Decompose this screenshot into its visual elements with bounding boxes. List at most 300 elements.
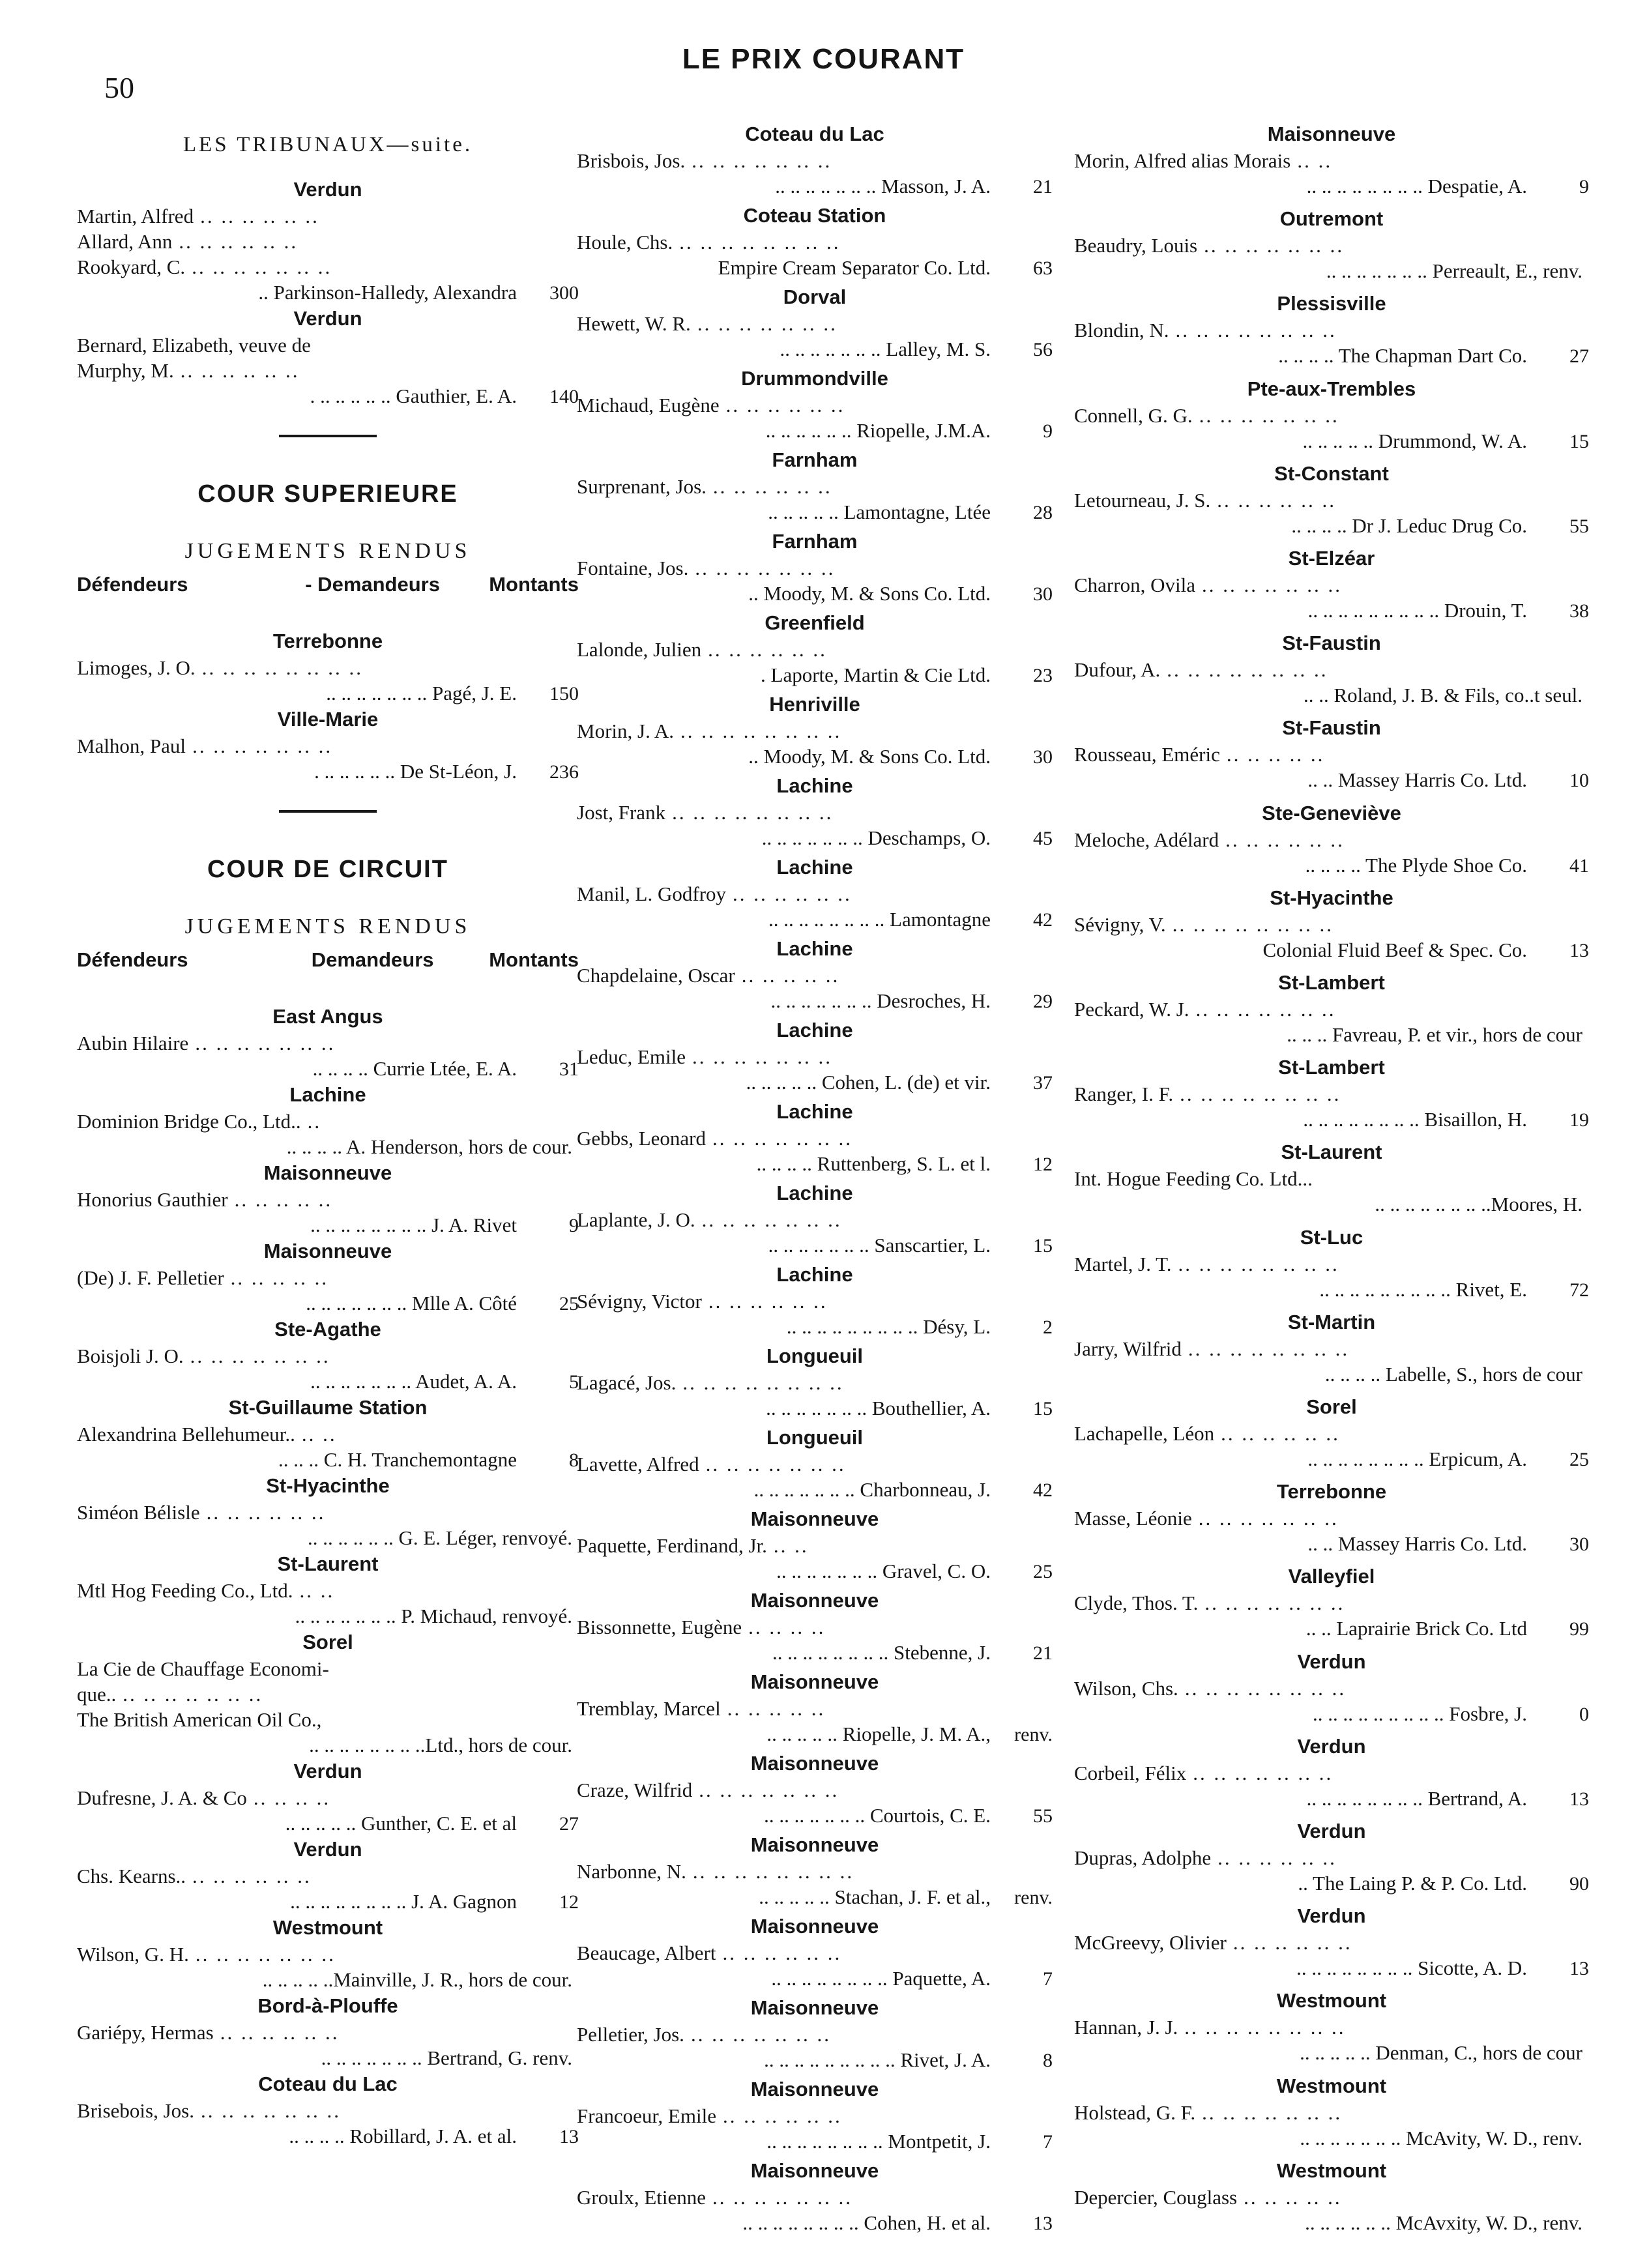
leader-dots: .. .. .. .. .. ..	[192, 1865, 312, 1887]
plaintiff-name: .. .. .. .. .. Cohen, L. (de) et vir.	[746, 1071, 991, 1094]
plaintiff-line	[77, 759, 579, 784]
plaintiff-line	[77, 1889, 579, 1914]
plaintiff-name: Colonial Fluid Beef & Spec. Co.	[1262, 938, 1527, 961]
defendant-line	[577, 1370, 1053, 1395]
defendant-name: Honorius Gauthier	[77, 1188, 228, 1211]
leader-dots: .. ..	[1297, 149, 1333, 172]
plaintiff-line	[577, 1966, 1053, 1991]
judgment-entry	[77, 1758, 579, 1836]
defendant-line	[77, 1109, 579, 1134]
location-heading: Pte-aux-Trembles	[1247, 377, 1416, 400]
leader-dots: .. .. .. .. .. .. .. ..	[1188, 1337, 1350, 1360]
leader-dots: .. .. .. .. ..	[234, 1188, 333, 1211]
plaintiff-name: .. .. .. .. .. .. .. .. .. Rivet, E.	[1319, 1277, 1527, 1301]
defendant-name: Brisbois, Jos.	[577, 149, 686, 172]
amount: 55	[1033, 1805, 1053, 1827]
defendant-line	[577, 1777, 1053, 1803]
location-heading: St-Hyacinthe	[1270, 886, 1393, 909]
defendant-line	[577, 2103, 1053, 2129]
defendant-name: Bernard, Elizabeth, veuve de	[77, 334, 311, 356]
divider-rule	[279, 435, 377, 437]
plaintiff-line	[577, 744, 1053, 769]
leader-dots: .. .. .. .. .. ..	[708, 638, 827, 661]
column-header-row	[77, 572, 579, 626]
leader-dots: .. .. .. .. .. .. ..	[699, 1779, 839, 1801]
leader-dots: .. .. .. .. .. ..	[1225, 828, 1345, 851]
leader-dots: .. .. .. .. .. ..	[220, 2021, 340, 2044]
defendant-name: La Cie de Chauffage Economi-	[77, 1657, 329, 1680]
plaintiff-name: .. .. .. Favreau, P. et vir., hors de cour	[1287, 1023, 1582, 1047]
defendant-line	[577, 148, 1053, 173]
plaintiff-line	[577, 1884, 1053, 1910]
defendant-name: Manil, L. Godfroy	[577, 882, 727, 905]
plaintiff-line	[77, 1603, 579, 1629]
location-heading: St-Faustin	[1282, 632, 1381, 655]
plaintiff-name: .. .. .. .. .. .. .. .. Montpetit, J.	[766, 2130, 991, 2153]
plaintiff-name: .. .. .. .. .. .. .. .. Bisaillon, H.	[1303, 1108, 1527, 1131]
judgment-entry	[577, 2076, 1053, 2154]
subtitle-jugements-rendus: JUGEMENTS RENDUS	[184, 539, 471, 563]
plaintiff-name: .. .. .. .. .. .. .. Audet, A. A.	[310, 1370, 517, 1393]
defendant-name: Limoges, J. O.	[77, 656, 196, 679]
plaintiff-line	[577, 1232, 1053, 1258]
plaintiff-line	[77, 1369, 579, 1394]
judgment-entry	[577, 935, 1053, 1013]
plaintiff-line	[577, 1721, 1053, 1747]
defendant-line	[1074, 827, 1589, 852]
plaintiff-name: .. .. .. .. .. .. Riopelle, J.M.A.	[765, 419, 991, 442]
plaintiff-name: .. .. .. .. .. .. .. Mlle A. Côté	[306, 1292, 517, 1315]
judgment-entry	[1074, 2072, 1589, 2151]
leader-dots: .. .. .. .. .. ..	[725, 394, 845, 416]
leader-dots: .. .. .. .. .. .. ..	[701, 1208, 842, 1231]
amount: 30	[1569, 1534, 1589, 1556]
plaintiff-line	[577, 1151, 1053, 1176]
location-heading: St-Elzéar	[1288, 547, 1375, 570]
location-heading: Maisonneuve	[263, 1240, 392, 1262]
amount: 42	[1033, 909, 1053, 931]
defendant-name: Peckard, W. J.	[1074, 998, 1189, 1021]
header-defendeurs: Défendeurs	[77, 573, 188, 596]
plaintiff-line	[77, 2123, 579, 2149]
cour-superieure-list	[77, 628, 579, 784]
location-heading: Sorel	[1306, 1395, 1357, 1419]
leader-dots: .. .. .. .. .. .. ..	[705, 1453, 846, 1476]
amount: renv.	[1014, 1887, 1053, 1908]
plaintiff-line	[577, 1477, 1053, 1502]
amount: 5	[569, 1371, 579, 1393]
header-defendeurs: Défendeurs	[77, 948, 188, 971]
defendant-line	[77, 358, 579, 383]
plaintiff-name: .. .. .. .. .. .. .. .. J. A. Rivet	[310, 1214, 517, 1236]
plaintiff-line	[577, 1558, 1053, 1584]
plaintiff-name: .. .. Laprairie Brick Co. Ltd	[1305, 1617, 1527, 1640]
defendant-name: Laplante, J. O.	[577, 1208, 695, 1231]
defendant-line	[577, 1859, 1053, 1884]
leader-dots: .. .. .. .. ..	[1244, 2185, 1342, 2209]
defendant-name: Connell, G. G.	[1074, 403, 1193, 427]
defendant-line	[1074, 742, 1589, 767]
defendant-name: Leduc, Emile	[577, 1045, 686, 1068]
defendant-name: Chs. Kearns..	[77, 1865, 186, 1887]
plaintiff-name: .. .. .. .. .. .. .. .. .. Désy, L.	[786, 1315, 991, 1338]
defendant-line	[577, 1940, 1053, 1966]
defendant-name: Allard, Ann	[77, 230, 173, 253]
divider-rule	[279, 810, 377, 813]
location-heading: Ville-Marie	[277, 708, 379, 731]
location-heading: Maisonneuve	[750, 1752, 879, 1775]
leader-dots: .. .. .. ..	[253, 1786, 331, 1809]
location-heading: Greenfield	[765, 611, 865, 634]
judgment-entry	[577, 1913, 1053, 1991]
leader-dots: .. .. .. .. .. .. .. ..	[682, 1371, 844, 1394]
judgment-entry	[1074, 545, 1589, 623]
defendant-line	[77, 1265, 579, 1290]
defendant-line	[577, 229, 1053, 255]
defendant-name: Narbonne, N.	[577, 1860, 686, 1883]
location-heading: Lachine	[776, 856, 853, 879]
plaintiff-line	[577, 988, 1053, 1013]
location-heading: Maisonneuve	[750, 1996, 879, 2019]
subtitle-jugements-rendus: JUGEMENTS RENDUS	[184, 914, 471, 938]
defendant-name: Gebbs, Leonard	[577, 1127, 706, 1150]
defendant-line	[577, 474, 1053, 499]
amount: 13	[1033, 2213, 1053, 2234]
plaintiff-name: .. .. .. .. .. .. .. .. Bertrand, A.	[1306, 1786, 1527, 1810]
defendant-name: Malhon, Paul	[77, 734, 186, 757]
header-demandeurs: Demandeurs	[311, 948, 434, 971]
plaintiff-name: .. .. .. .. .. .. .. .. J. A. Gagnon	[290, 1890, 517, 1913]
plaintiff-name: .. .. .. .. .. .. .. Perreault, E., renv.	[1326, 259, 1582, 283]
plaintiff-name: .. .. .. .. .. .. .. .. Erpicum, A.	[1307, 1447, 1527, 1471]
defendant-line	[1074, 572, 1589, 598]
defendant-name: Lavette, Alfred	[577, 1453, 699, 1476]
location-heading: Coteau Station	[743, 204, 886, 227]
plaintiff-name: .. .. .. .. .. .. .. Masson, J. A.	[775, 175, 991, 197]
plaintiff-name: .. .. .. .. .. Lamontagne, Ltée	[768, 501, 991, 523]
header-demandeurs: - Demandeurs	[305, 573, 440, 596]
defendant-line	[1074, 1081, 1589, 1107]
judgment-entry	[77, 1081, 579, 1159]
defendant-name: Martin, Alfred	[77, 205, 194, 227]
location-heading: Farnham	[772, 530, 858, 553]
plaintiff-name: .. .. .. .. Dr J. Leduc Drug Co.	[1291, 514, 1527, 537]
plaintiff-line	[77, 1290, 579, 1316]
leader-dots: .. .. .. .. ..	[1226, 743, 1325, 766]
judgment-entry	[77, 1992, 579, 2071]
defendant-name: Holstead, G. F.	[1074, 2101, 1196, 2124]
defendant-name: Murphy, M.	[77, 359, 174, 382]
plaintiff-line	[1074, 1870, 1589, 1896]
judgment-entry	[577, 528, 1053, 606]
location-heading: East Angus	[272, 1005, 383, 1028]
leader-dots: .. .. .. .. .. .. ..	[1199, 403, 1339, 427]
plaintiff-line	[1074, 513, 1589, 538]
leader-dots: .. .. .. .. .. ..	[1217, 1846, 1337, 1870]
amount: 56	[1033, 339, 1053, 360]
location-heading: Maisonneuve	[1267, 123, 1396, 145]
plaintiff-line	[1074, 598, 1589, 623]
leader-dots: .. .. .. .. .. .. .. ..	[1175, 319, 1337, 342]
plaintiff-line	[577, 907, 1053, 932]
leader-dots: .. .. .. .. ..	[741, 964, 840, 987]
cour-de-circuit-list	[77, 1003, 579, 2149]
defendant-name: Charron, Ovila	[1074, 574, 1195, 597]
location-heading: St-Lambert	[1278, 1056, 1385, 1079]
defendant-line	[77, 733, 579, 759]
judgment-entry	[577, 1668, 1053, 1747]
plaintiff-name: .. .. .. .. .. .. .. Gravel, C. O.	[776, 1560, 991, 1582]
location-heading: Verdun	[293, 178, 362, 201]
location-heading: Longueuil	[766, 1426, 864, 1449]
plaintiff-name: .. .. .. .. A. Henderson, hors de cour.	[286, 1135, 572, 1158]
amount: 15	[1569, 430, 1589, 452]
location-heading: Verdun	[1297, 1904, 1366, 1928]
plaintiff-name: . .. .. .. .. .. Gauthier, E. A.	[310, 385, 517, 407]
plaintiff-name: .. .. .. .. .. .. .. .. Stebenne, J.	[772, 1641, 991, 1664]
leader-dots: .. .. .. .. .. .. ..	[190, 1345, 330, 1367]
plaintiff-name: .. Moody, M. & Sons Co. Ltd.	[748, 582, 991, 605]
amount: 28	[1033, 502, 1053, 523]
defendant-name: Groulx, Etienne	[577, 2186, 707, 2209]
plaintiff-name: .. .. .. .. .. .. McAvxity, W. D., renv.	[1305, 2211, 1582, 2234]
location-heading: St-Hyacinthe	[266, 1474, 390, 1497]
section-title-cour-superieure: COUR SUPERIEURE	[197, 480, 458, 508]
column-right	[1074, 121, 1589, 2235]
defendant-line	[577, 555, 1053, 581]
amount: 25	[1569, 1449, 1589, 1471]
plaintiff-line	[577, 1314, 1053, 1339]
defendant-line	[1074, 996, 1589, 1022]
leader-dots: .. .. .. .. .. .. .. ..	[1184, 1676, 1347, 1700]
plaintiff-line	[1074, 2210, 1589, 2235]
leader-dots: .. .. .. .. .. ..	[712, 475, 832, 498]
plaintiff-name: .. .. .. .. .. .. .. McAvity, W. D., renv.	[1300, 2126, 1582, 2149]
plaintiff-name: .. Parkinson-Halledy, Alexandra	[258, 281, 517, 304]
location-heading: Terrebonne	[272, 630, 383, 652]
defendant-line	[77, 1343, 579, 1369]
location-heading: Bord-à-Plouffe	[257, 1994, 398, 2017]
judgment-entry	[577, 1180, 1053, 1258]
amount: 25	[1033, 1561, 1053, 1582]
plaintiff-line	[577, 2210, 1053, 2235]
defendant-line	[77, 229, 579, 254]
defendant-line	[577, 2185, 1053, 2210]
judgment-entry	[1074, 1987, 1589, 2065]
defendant-name: Rousseau, Eméric	[1074, 743, 1220, 766]
amount: 90	[1569, 1873, 1589, 1895]
judgment-entry	[577, 1505, 1053, 1584]
tribunaux-list	[77, 176, 579, 409]
defendant-line	[577, 1044, 1053, 1069]
location-heading: Westmount	[272, 1916, 383, 1939]
leader-dots: .. .. .. .. .. .. ..	[195, 1032, 336, 1054]
judgment-entry	[1074, 630, 1589, 708]
plaintiff-name: .. .. .. .. .. .. .. Bouthellier, A.	[766, 1397, 991, 1419]
plaintiff-name: .. .. .. .. .. .. .. Lalley, M. S.	[780, 338, 991, 360]
plaintiff-name: .. .. .. .. .. .. .. .. Paquette, A.	[771, 1967, 991, 1990]
location-heading: St-Constant	[1274, 461, 1389, 485]
judgment-entry	[77, 628, 579, 706]
judgment-entry	[77, 1629, 579, 1758]
defendant-name: Brisebois, Jos.	[77, 2099, 194, 2122]
plaintiff-line	[77, 680, 579, 706]
header-montants: Montants	[489, 573, 579, 596]
plaintiff-line	[1074, 258, 1589, 284]
amount: 21	[1033, 1642, 1053, 1664]
defendant-line	[77, 1681, 579, 1707]
location-heading: Lachine	[776, 1182, 853, 1204]
plaintiff-line	[1074, 2125, 1589, 2151]
location-heading: Lachine	[776, 937, 853, 960]
judgment-entry	[577, 365, 1053, 443]
leader-dots: .. .. .. .. .. .. .. ..	[692, 1860, 854, 1883]
defendant-name: Blondin, N.	[1074, 319, 1169, 342]
defendant-name: Jarry, Wilfrid	[1074, 1337, 1182, 1360]
plaintiff-name: . Laporte, Martin & Cie Ltd.	[761, 663, 991, 686]
location-heading: Valleyfiel	[1288, 1565, 1375, 1588]
defendant-name: Wilson, G. H.	[77, 1943, 189, 1966]
defendant-name: Clyde, Thos. T.	[1074, 1592, 1199, 1615]
location-heading: Henriville	[769, 693, 860, 716]
location-heading: Maisonneuve	[750, 2078, 879, 2101]
judgment-entry	[1074, 884, 1589, 963]
defendant-line	[77, 1863, 579, 1889]
defendant-line	[1074, 912, 1589, 937]
leader-dots: .. .. .. .. .. .. ..	[712, 1127, 853, 1150]
location-heading: Sorel	[302, 1631, 353, 1653]
plaintiff-name: .. .. .. .. .. .. G. E. Léger, renvoyé.	[308, 1526, 572, 1549]
defendant-name: Masse, Léonie	[1074, 1507, 1192, 1530]
amount: 25	[559, 1293, 579, 1315]
location-heading: Maisonneuve	[750, 1507, 879, 1530]
plaintiff-line	[577, 499, 1053, 525]
plaintiff-name: .. .. .. .. .. .. .. ..Moores, H.	[1375, 1193, 1582, 1216]
plaintiff-line	[577, 581, 1053, 606]
judgment-entry	[577, 1261, 1053, 1339]
plaintiff-name: .. Moody, M. & Sons Co. Ltd.	[748, 745, 991, 768]
defendant-line	[77, 655, 579, 680]
defendant-line	[577, 2022, 1053, 2047]
location-heading: Ste-Geneviève	[1262, 801, 1401, 824]
judgment-entry	[1074, 290, 1589, 368]
judgment-entry	[1074, 1818, 1589, 1896]
defendant-line	[577, 1696, 1053, 1721]
judgment-entry	[577, 1098, 1053, 1176]
defendant-name: Letourneau, J. S.	[1074, 488, 1211, 512]
defendant-line	[77, 1707, 579, 1732]
column-middle	[577, 121, 1053, 2235]
page-number: 50	[104, 71, 134, 104]
defendant-line	[77, 1030, 579, 1056]
leader-dots: .. ..	[301, 1423, 337, 1446]
location-heading: Westmount	[1276, 2074, 1387, 2097]
amount: 27	[559, 1813, 579, 1835]
defendant-name: Int. Hogue Feeding Co. Ltd...	[1074, 1167, 1313, 1191]
plaintiff-name: .. .. .. .. .. Gunther, C. E. et al	[285, 1812, 517, 1835]
plaintiff-line	[77, 1967, 579, 1992]
column-header-row	[77, 947, 579, 1002]
location-heading: St-Luc	[1300, 1225, 1363, 1249]
judgment-entry	[577, 1587, 1053, 1665]
judgment-entry	[77, 1159, 579, 1238]
plaintiff-name: .. .. .. .. .. .. .. .. .. Fosbre, J.	[1313, 1702, 1527, 1725]
amount: 27	[1569, 345, 1589, 368]
defendant-line	[77, 1187, 579, 1212]
defendant-name: Dupras, Adolphe	[1074, 1846, 1212, 1870]
plaintiff-line	[1074, 852, 1589, 878]
defendant-name: Francoeur, Emile	[577, 2104, 716, 2127]
judgment-entry	[577, 1424, 1053, 1502]
leader-dots: .. .. .. .. .. ..	[1221, 1422, 1340, 1446]
leader-dots: .. .. .. .. .. ..	[1217, 488, 1336, 512]
plaintiff-line	[577, 2129, 1053, 2154]
location-heading: Lachine	[776, 1263, 853, 1286]
plaintiff-line	[1074, 428, 1589, 454]
judgment-entry	[1074, 1054, 1589, 1132]
plaintiff-line	[1074, 1616, 1589, 1641]
leader-dots: .. .. .. .. .. .. ..	[692, 149, 832, 172]
defendant-name: Morin, J. A.	[577, 720, 674, 742]
judgment-entry	[1074, 714, 1589, 792]
leader-dots: .. .. .. .. .. .. ..	[690, 2023, 831, 2046]
defendant-line	[577, 1614, 1053, 1640]
plaintiff-name: .. .. .. .. The Plyde Shoe Co.	[1305, 853, 1527, 877]
leader-dots: .. .. .. .. .. .. ..	[712, 2186, 853, 2209]
leader-dots: .. .. .. .. .. ..	[722, 1941, 842, 1964]
plaintiff-name: .. .. .. C. H. Tranchemontagne	[278, 1448, 517, 1471]
amount: 12	[559, 1891, 579, 1913]
amount: 21	[1033, 176, 1053, 197]
defendant-name: Lalonde, Julien	[577, 638, 702, 661]
plaintiff-name: .. .. Roland, J. B. & Fils, co..t seul.	[1304, 684, 1582, 707]
leader-dots: .. ..	[299, 1579, 335, 1602]
defendant-name: Jost, Frank	[577, 801, 666, 824]
plaintiff-name: .. .. .. .. .. .. .. Courtois, C. E.	[764, 1804, 991, 1827]
defendant-line	[1074, 1845, 1589, 1870]
judgment-entry	[77, 1316, 579, 1394]
judgment-entry	[577, 1017, 1053, 1095]
judgment-entry	[1074, 121, 1589, 199]
leader-dots: .. .. .. .. .. .. .. ..	[1178, 1252, 1339, 1275]
judgment-entry	[1074, 205, 1589, 284]
defendant-line	[1074, 1505, 1589, 1531]
defendant-line	[77, 1421, 579, 1447]
plaintiff-line	[577, 662, 1053, 688]
plaintiff-name: .. .. .. .. .. .. .. .. .. Drouin, T.	[1307, 599, 1527, 622]
location-heading: Plessisville	[1277, 292, 1386, 315]
leader-dots: .. .. .. .. .. .. .. ..	[680, 720, 842, 742]
plaintiff-line	[77, 1056, 579, 1081]
plaintiff-line	[1074, 1277, 1589, 1302]
section-title-tribunaux: LES TRIBUNAUX—suite.	[182, 133, 473, 156]
plaintiff-name: .. .. .. .. .. .. .. Bertrand, G. renv.	[321, 2046, 572, 2069]
judgment-entry	[1074, 969, 1589, 1047]
plaintiff-line	[577, 825, 1053, 850]
defendant-name: McGreevy, Olivier	[1074, 1931, 1227, 1955]
plaintiff-name: .. .. .. .. .. .. .. .. Despatie, A.	[1306, 175, 1527, 197]
defendant-name: Dufresne, J. A. & Co	[77, 1786, 247, 1809]
location-heading: St-Martin	[1287, 1310, 1376, 1333]
defendant-line	[577, 1126, 1053, 1151]
defendant-line	[1074, 1166, 1589, 1191]
defendant-name: Meloche, Adélard	[1074, 828, 1219, 851]
leader-dots: .. .. .. .. .. .. ..	[1204, 234, 1345, 257]
leader-dots: .. .. .. .. .. .. .. ..	[1167, 658, 1328, 682]
plaintiff-line	[1074, 1107, 1589, 1132]
amount: 38	[1569, 600, 1589, 622]
defendant-line	[577, 1207, 1053, 1232]
